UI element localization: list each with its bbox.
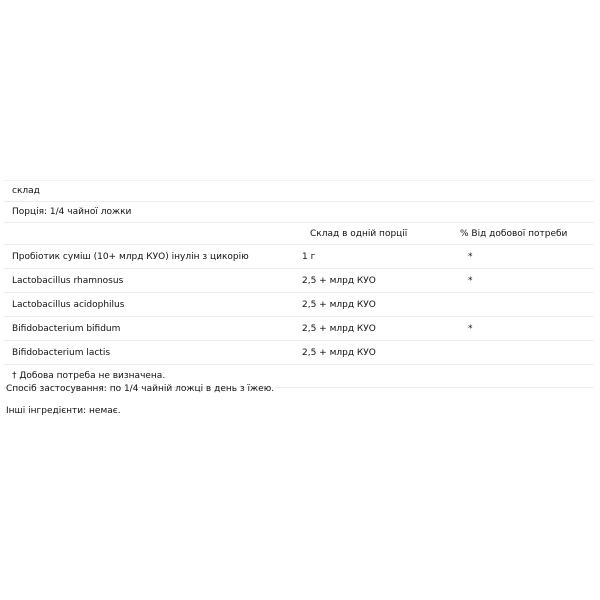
facts-title-row	[4, 180, 594, 201]
ingredient-daily-value: *	[468, 323, 473, 334]
ingredient-amount: 2,5 + млрд КУО	[302, 323, 376, 334]
serving-row	[4, 201, 594, 222]
ingredient-daily-value: *	[468, 251, 473, 262]
usage-instructions: Спосіб застосування: по 1/4 чайній ложці в день з їжею.	[6, 384, 275, 394]
ingredient-name: Пробіотик суміш (10+ млрд КУО) інулін з цикорію	[12, 251, 249, 262]
table-row	[4, 292, 594, 316]
ingredient-amount: 2,5 + млрд КУО	[302, 299, 376, 310]
other-ingredients: Інші інгредієнти: немає.	[6, 406, 121, 416]
table-row	[4, 268, 594, 292]
facts-title: склад	[12, 186, 40, 196]
ingredient-name: Lactobacillus acidophilus	[12, 299, 125, 310]
table-row	[4, 244, 594, 268]
table-row	[4, 316, 594, 340]
serving-size: Порція: 1/4 чайної ложки	[12, 207, 132, 217]
header-amount: Склад в одній порції	[310, 228, 408, 239]
ingredient-daily-value: *	[468, 275, 473, 286]
ingredient-name: Bifidobacterium bifidum	[12, 323, 121, 334]
product-notes	[6, 383, 596, 427]
ingredient-amount: 1 г	[302, 251, 316, 262]
supplement-facts-table	[4, 180, 594, 388]
ingredient-amount: 2,5 + млрд КУО	[302, 275, 376, 286]
ingredient-name: Bifidobacterium lactis	[12, 347, 111, 358]
ingredient-name: Lactobacillus rhamnosus	[12, 275, 124, 286]
table-row	[4, 340, 594, 364]
header-daily-value: % Від добової потреби	[460, 228, 568, 239]
ingredient-amount: 2,5 + млрд КУО	[302, 347, 376, 358]
column-header-row	[4, 222, 594, 244]
footnote: † Добова потреба не визначена.	[12, 371, 166, 381]
